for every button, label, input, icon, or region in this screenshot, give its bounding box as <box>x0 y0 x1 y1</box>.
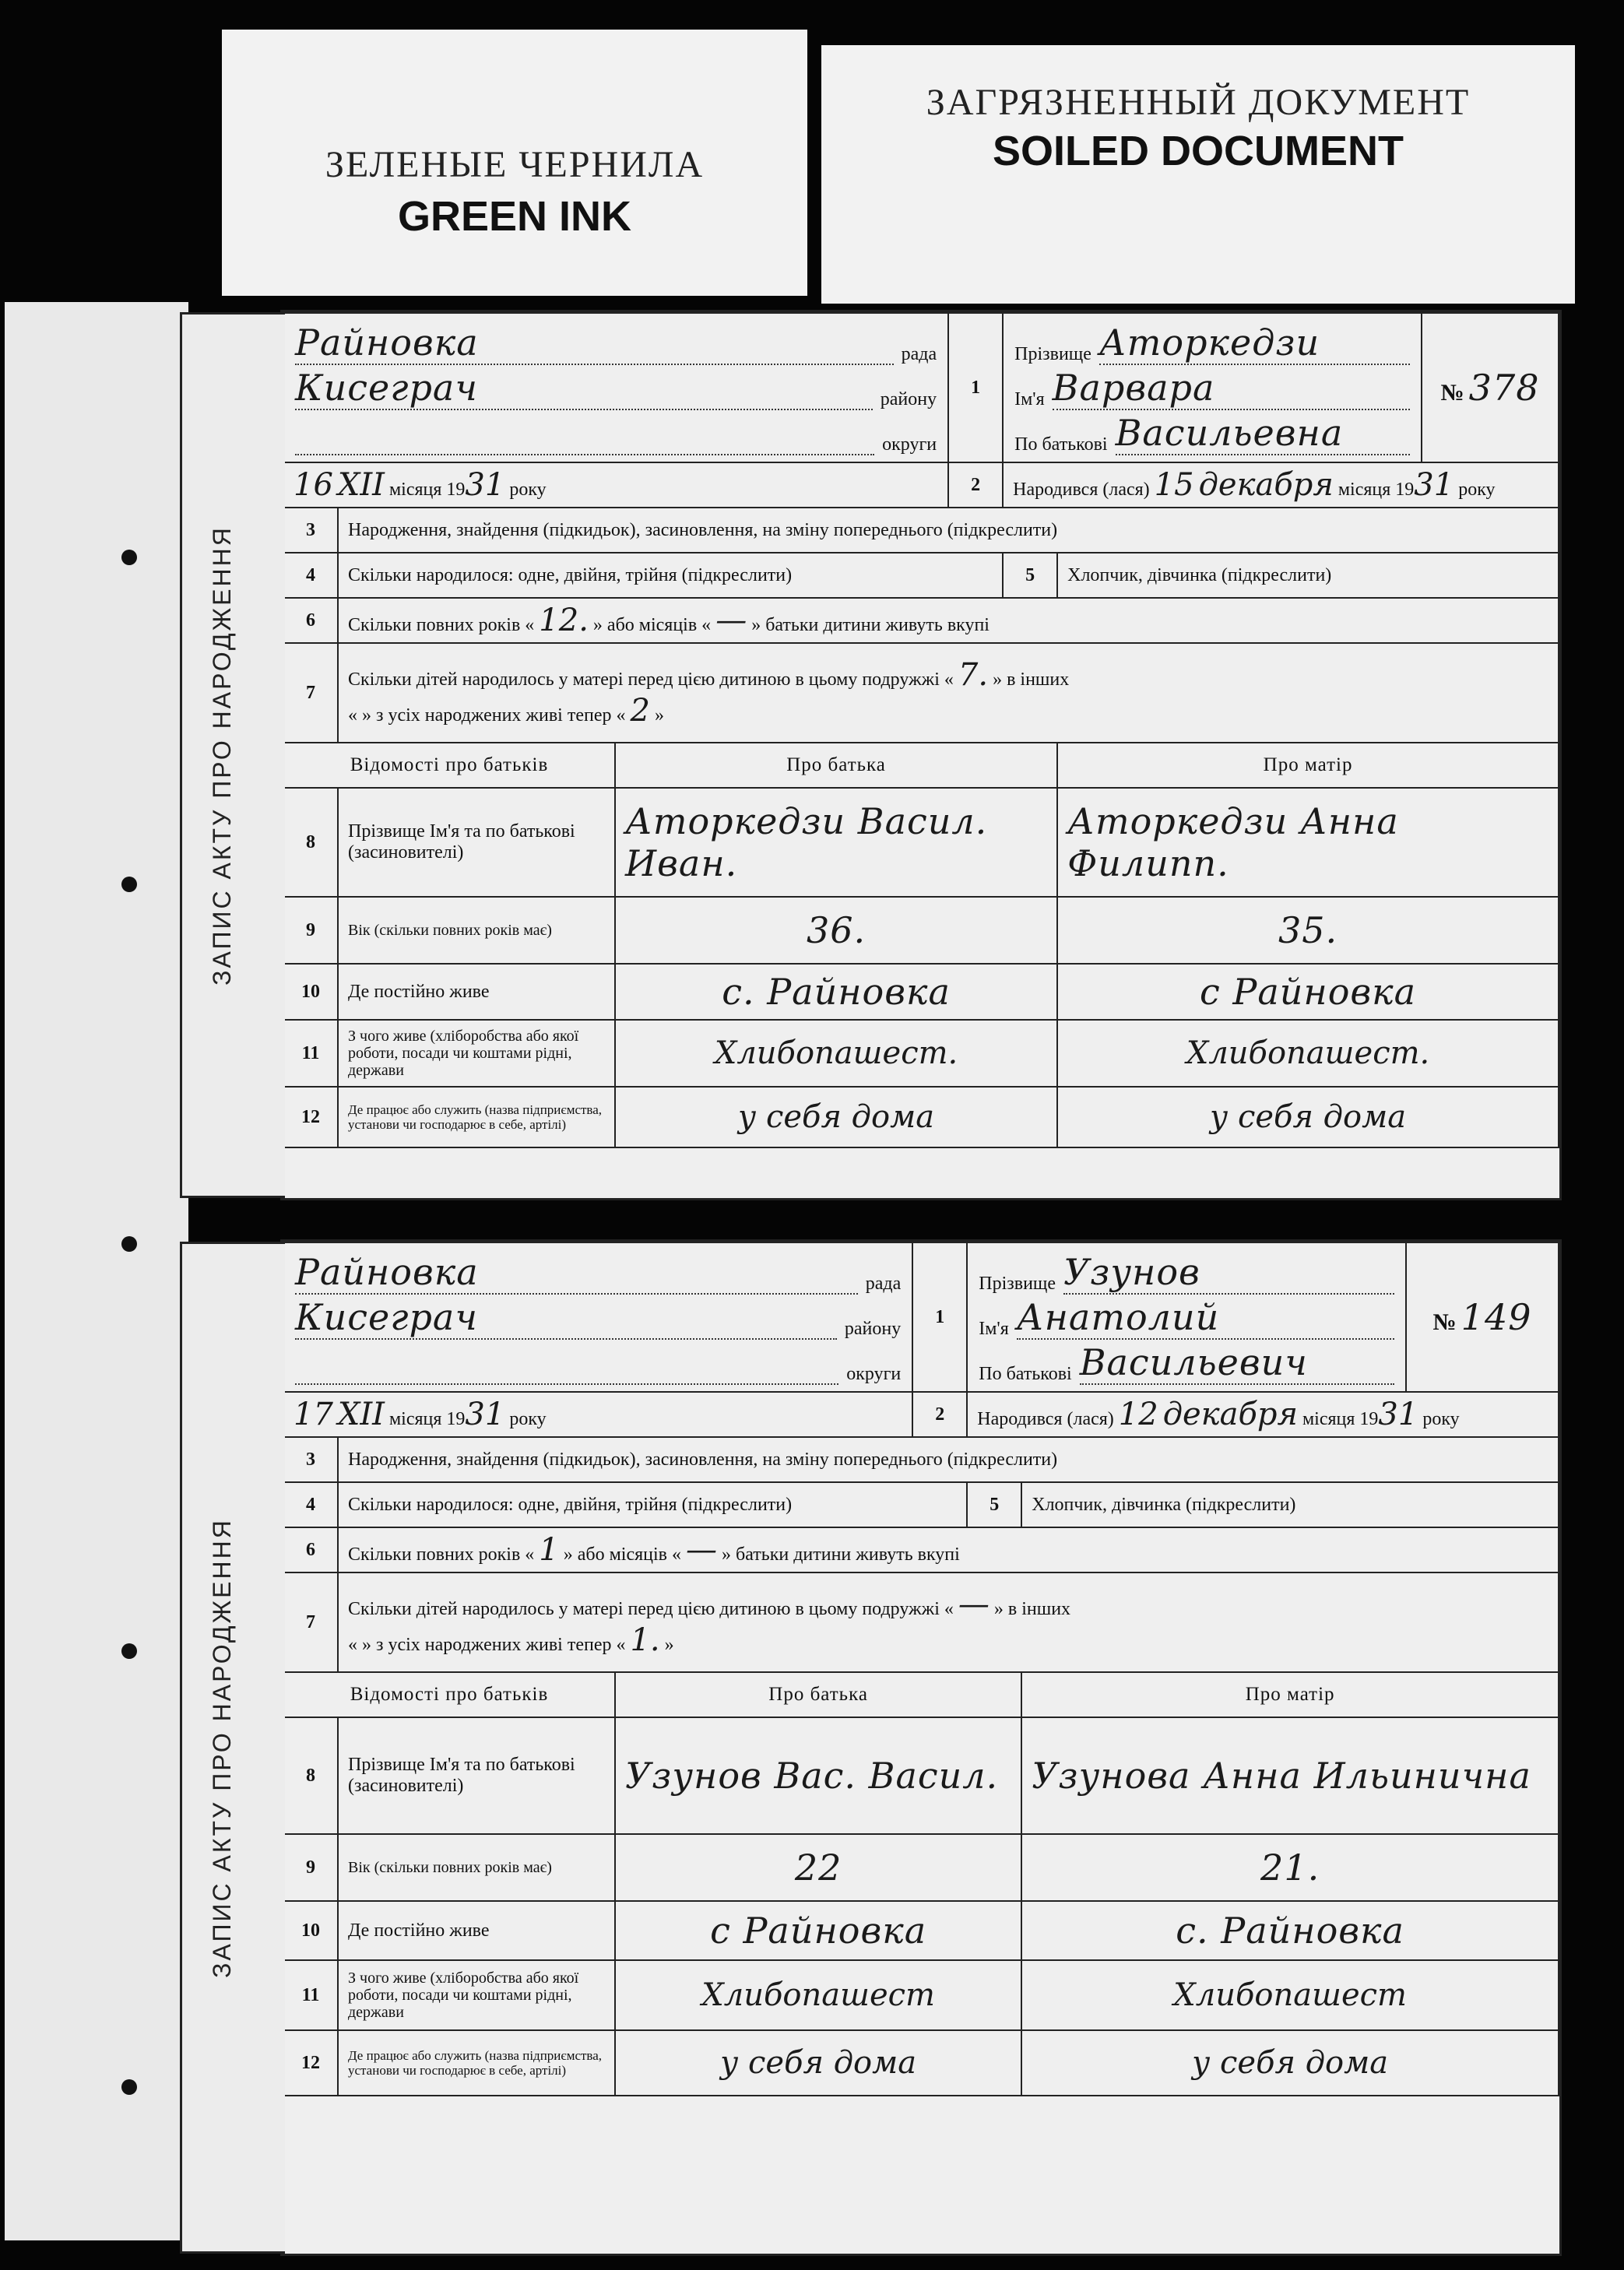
patronymic-label: По батькові <box>1014 434 1108 455</box>
row7-label-d: » з усіх народжених живі тепер « <box>362 1635 626 1655</box>
father-work: у себя дома <box>615 1087 1057 1147</box>
row11-label: З чого живе (хліборобства або якої роботи, посади чи коштами рідні, держави <box>338 1020 615 1087</box>
surname-label: Прізвище <box>979 1274 1056 1294</box>
row8-label: Прізвище Ім'я та по батькові (засиновителі) <box>338 1717 615 1834</box>
reg-year: 31 <box>465 467 505 503</box>
row7-label-d: » з усіх народжених живі тепер « <box>362 705 626 726</box>
father-residence: с Райновка <box>615 1901 1021 1960</box>
patronymic-value: Васильевич <box>1079 1341 1308 1383</box>
parents-info-header: Відомості про батьків <box>283 743 615 788</box>
row11-label: З чого живе (хліборобства або якої роботи, посади чи коштами рідні, держави <box>338 1960 615 2030</box>
father-living: Хлибопашест. <box>615 1020 1057 1087</box>
mother-age: 21. <box>1021 1834 1559 1901</box>
row7-label-e: » <box>664 1635 674 1655</box>
month-label: місяця 19 <box>388 480 466 500</box>
birth-record-2 <box>207 1239 1562 2256</box>
birth-year: 31 <box>1378 1397 1418 1432</box>
row6-label-c: » батьки дитини живуть вкупі <box>751 615 990 635</box>
green-ink-label <box>222 30 807 296</box>
reg-day: 17 <box>294 1397 333 1432</box>
patronymic-label: По батькові <box>979 1364 1072 1384</box>
birth-day: 15 <box>1154 467 1194 503</box>
living-now: 2 <box>630 693 650 729</box>
mother-name: Узунова Анна Ильинична <box>1021 1717 1559 1834</box>
raion-label: району <box>880 389 937 409</box>
about-mother-header: Про матір <box>1021 1672 1559 1717</box>
name-value: Анатолий <box>1016 1296 1220 1338</box>
record-number: 149 <box>1461 1296 1532 1338</box>
children-before: — <box>958 1587 990 1622</box>
row7-label-a: Скільки дітей народилось у матері перед цією дитиною в цьому подружжі « <box>348 1599 954 1619</box>
raion-label: району <box>844 1319 902 1339</box>
row7-label-a: Скільки дітей народилось у матері перед цією дитиною в цьому подружжі « <box>348 669 954 690</box>
birth-record-1 <box>207 310 1562 1200</box>
about-father-header: Про батька <box>615 1672 1021 1717</box>
years-together: 12. <box>539 603 589 638</box>
surname-value: Узунов <box>1063 1251 1200 1293</box>
name-label: Ім'я <box>979 1319 1009 1339</box>
months-together: — <box>715 603 747 638</box>
row10-label: Де постійно живе <box>338 1901 615 1960</box>
green-ink-ru: ЗЕЛЕНЫЕ ЧЕРНИЛА <box>325 144 705 185</box>
surname-value: Аторкедзи <box>1098 322 1320 364</box>
year-label: року <box>1458 480 1496 500</box>
row3-text: Народження, знайдення (підкидьок), засиновлення, на зміну попереднього (підкреслити) <box>338 508 1559 553</box>
row6-label-a: Скільки повних років « <box>348 1544 535 1565</box>
row8-label: Прізвище Ім'я та по батькові (засиновителі) <box>338 788 615 897</box>
mother-work: у себя дома <box>1021 2030 1559 2096</box>
soiled-en: SOILED DOCUMENT <box>992 128 1404 174</box>
name-value: Варвара <box>1052 367 1215 409</box>
punch-hole <box>118 546 140 568</box>
mother-residence: с. Райновка <box>1021 1901 1559 1960</box>
reg-day: 16 <box>294 467 333 503</box>
birth-month: декабря <box>1198 467 1334 503</box>
row4-text: Скільки народилося: одне, двійня, трійня (підкреслити) <box>338 553 1003 598</box>
rada-value: Райновка <box>295 1251 479 1293</box>
patronymic-value: Васильевна <box>1115 412 1344 454</box>
form-title-vertical <box>183 1242 261 2254</box>
form-title: ЗАПИС АКТУ ПРО НАРОДЖЕННЯ <box>207 525 236 986</box>
row3-text: Народження, знайдення (підкидьок), засиновлення, на зміну попереднього (підкреслити) <box>338 1437 1559 1482</box>
row-number: 1 <box>948 313 1003 462</box>
father-residence: с. Райновка <box>615 964 1057 1020</box>
mother-age: 35. <box>1057 897 1559 964</box>
form-title: ЗАПИС АКТУ ПРО НАРОДЖЕННЯ <box>207 1517 236 1978</box>
rada-label: рада <box>865 1274 902 1294</box>
row12-label: Де працює або служить (назва підприємства, установи чи господарює в себе, артілі) <box>338 2030 615 2096</box>
reg-month: XII <box>337 467 385 503</box>
row6-label-a: Скільки повних років « <box>348 615 535 635</box>
year-label: року <box>1422 1409 1460 1429</box>
rada-label: рада <box>901 344 937 364</box>
mother-name: Аторкедзи Анна Филипп. <box>1057 788 1559 897</box>
record-number: 378 <box>1468 367 1540 409</box>
punch-hole <box>118 1233 140 1255</box>
green-ink-en: GREEN INK <box>397 193 632 240</box>
father-living: Хлибопашест <box>615 1960 1021 2030</box>
father-work: у себя дома <box>615 2030 1021 2096</box>
father-age: 22 <box>615 1834 1021 1901</box>
about-mother-header: Про матір <box>1057 743 1559 788</box>
father-age: 36. <box>615 897 1057 964</box>
row10-label: Де постійно живе <box>338 964 615 1020</box>
row7-label-e: » <box>654 705 664 726</box>
rada-value: Райновка <box>295 322 479 364</box>
mother-living: Хлибопашест. <box>1057 1020 1559 1087</box>
month-label: місяця 19 <box>1338 480 1415 500</box>
children-before: 7. <box>958 657 989 693</box>
born-label: Народився (лася) <box>1013 480 1150 500</box>
parents-info-header: Відомості про батьків <box>283 1672 615 1717</box>
years-together: 1 <box>539 1532 559 1568</box>
row12-label: Де працює або служить (назва підприємства, установи чи господарює в себе, артілі) <box>338 1087 615 1147</box>
okrug-label: округи <box>846 1364 902 1384</box>
row6-label-c: » батьки дитини живуть вкупі <box>722 1544 960 1565</box>
months-together: — <box>686 1532 718 1568</box>
birth-day: 12 <box>1118 1397 1158 1432</box>
year-label: року <box>509 1409 547 1429</box>
number-label: № <box>1432 1309 1457 1335</box>
row5-text: Хлопчик, дівчинка (підкреслити) <box>1021 1482 1559 1527</box>
row4-text: Скільки народилося: одне, двійня, трійня (підкреслити) <box>338 1482 967 1527</box>
living-now: 1. <box>630 1622 660 1658</box>
year-label: року <box>509 480 547 500</box>
record-table: Райновка рада Кисеграч району округи 1 Прізвище Узунов Ім'я Анатолий По батькові Васильевич № 149 17 XII місяця 1931 року 2 Народився (лася) 12 декабря місяця 1931 року 3 Народження, знайдення (підкидьок), засиновлення, на зміну попереднього (підкреслити) 4 Скільки народилося: одне, двійня, трійня (підкреслити) 5 Хлопчик, дівчинка (підкреслити) 6 Скільки повних років « 1 » або місяців « — » батьки дитини живуть вкупі 7 Скільки дітей народилось у матері перед цією дитиною в цьому подружжі « — » в інших « » з усіх народжених живі тепер « 1. » Відомості про батьків Про батька Про матір 8 Прізвище Ім'я та по батькові (засиновителі) Узунов Вас. Васил. Узунова Анна Ильинична 9 Вік (скільки повних років має) 22 21. 10 Де постійно живе с Райновка с. Райновка 11 З чого живе (хліборобства або якої роботи, посади чи коштами рідні, держави Хлибопашест Хлибопашест 12 Де працює або служить (назва підприємства, установи чи господарює в себе, артілі) у себя дома у себя дома <box>283 1242 1559 2096</box>
reg-year: 31 <box>465 1397 505 1432</box>
mother-work: у себя дома <box>1057 1087 1559 1147</box>
raion-value: Кисеграч <box>295 1296 478 1338</box>
row7-label-b: » в інших <box>993 669 1070 690</box>
row6-label-b: » або місяців « <box>563 1544 682 1565</box>
row5-text: Хлопчик, дівчинка (підкреслити) <box>1057 553 1559 598</box>
punch-hole <box>118 1640 140 1662</box>
raion-value: Кисеграч <box>295 367 478 409</box>
row9-label: Вік (скільки повних років має) <box>338 897 615 964</box>
punch-hole <box>118 2076 140 2098</box>
month-label: місяця 19 <box>388 1409 466 1429</box>
number-label: № <box>1440 380 1464 406</box>
reg-month: XII <box>337 1397 385 1432</box>
birth-year: 31 <box>1414 467 1454 503</box>
about-father-header: Про батька <box>615 743 1057 788</box>
surname-label: Прізвище <box>1014 344 1091 364</box>
soiled-ru: ЗАГРЯЗНЕННЫЙ ДОКУМЕНТ <box>926 82 1471 123</box>
row6-label-b: » або місяців « <box>592 615 712 635</box>
month-label: місяця 19 <box>1302 1409 1379 1429</box>
row7-label-c: « <box>348 705 357 726</box>
birth-month: декабря <box>1162 1397 1298 1432</box>
mother-living: Хлибопашест <box>1021 1960 1559 2030</box>
mother-residence: с Райновка <box>1057 964 1559 1020</box>
okrug-label: округи <box>882 434 937 455</box>
row7-label-b: » в інших <box>993 1599 1071 1619</box>
row9-label: Вік (скільки повних років має) <box>338 1834 615 1901</box>
record-table: Райновка рада Кисеграч району округи 1 Прізвище Аторкедзи Ім'я Варвара По батькові Васильевна № 378 16 XII місяця 1931 року 2 Народився (лася) 15 декабря місяця 1931 року 3 Народження, знайдення (підкидьок), засиновлення, на зміну попереднього (підкреслити) 4 Скільки народилося: одне, двійня, трійня (підкреслити) 5 Хлопчик, дівчинка (підкреслити) 6 Скільки повних років « 12. » або місяців « — » батьки дитини живуть вкупі 7 Скільки дітей народилось у матері перед цією дитиною в цьому подружжі « 7. » в інших « » з усіх народжених живі тепер « 2 » Відомості про батьків Про батька Про матір 8 Прізвище Ім'я та по батькові (засиновителі) Аторкедзи Васил. Иван. Аторкедзи Анна Филипп. 9 Вік (скільки повних років має) 36. 35. 10 Де постійно живе с. Райновка с Райновка 11 З чого живе (хліборобства або якої роботи, посади чи коштами рідні, держави Хлибопашест. Хлибопашест. 12 Де працює або служить (назва підприємства, установи чи господарює в себе, артілі) у себя дома у себя дома <box>283 312 1559 1148</box>
soiled-document-label <box>821 45 1575 304</box>
form-title-vertical <box>183 312 261 1198</box>
father-name: Узунов Вас. Васил. <box>615 1717 1021 1834</box>
name-label: Ім'я <box>1014 389 1045 409</box>
punch-hole <box>118 873 140 895</box>
father-name: Аторкедзи Васил. Иван. <box>615 788 1057 897</box>
born-label: Народився (лася) <box>977 1409 1114 1429</box>
binding-strip <box>5 302 188 2240</box>
row7-label-c: « <box>348 1635 357 1655</box>
